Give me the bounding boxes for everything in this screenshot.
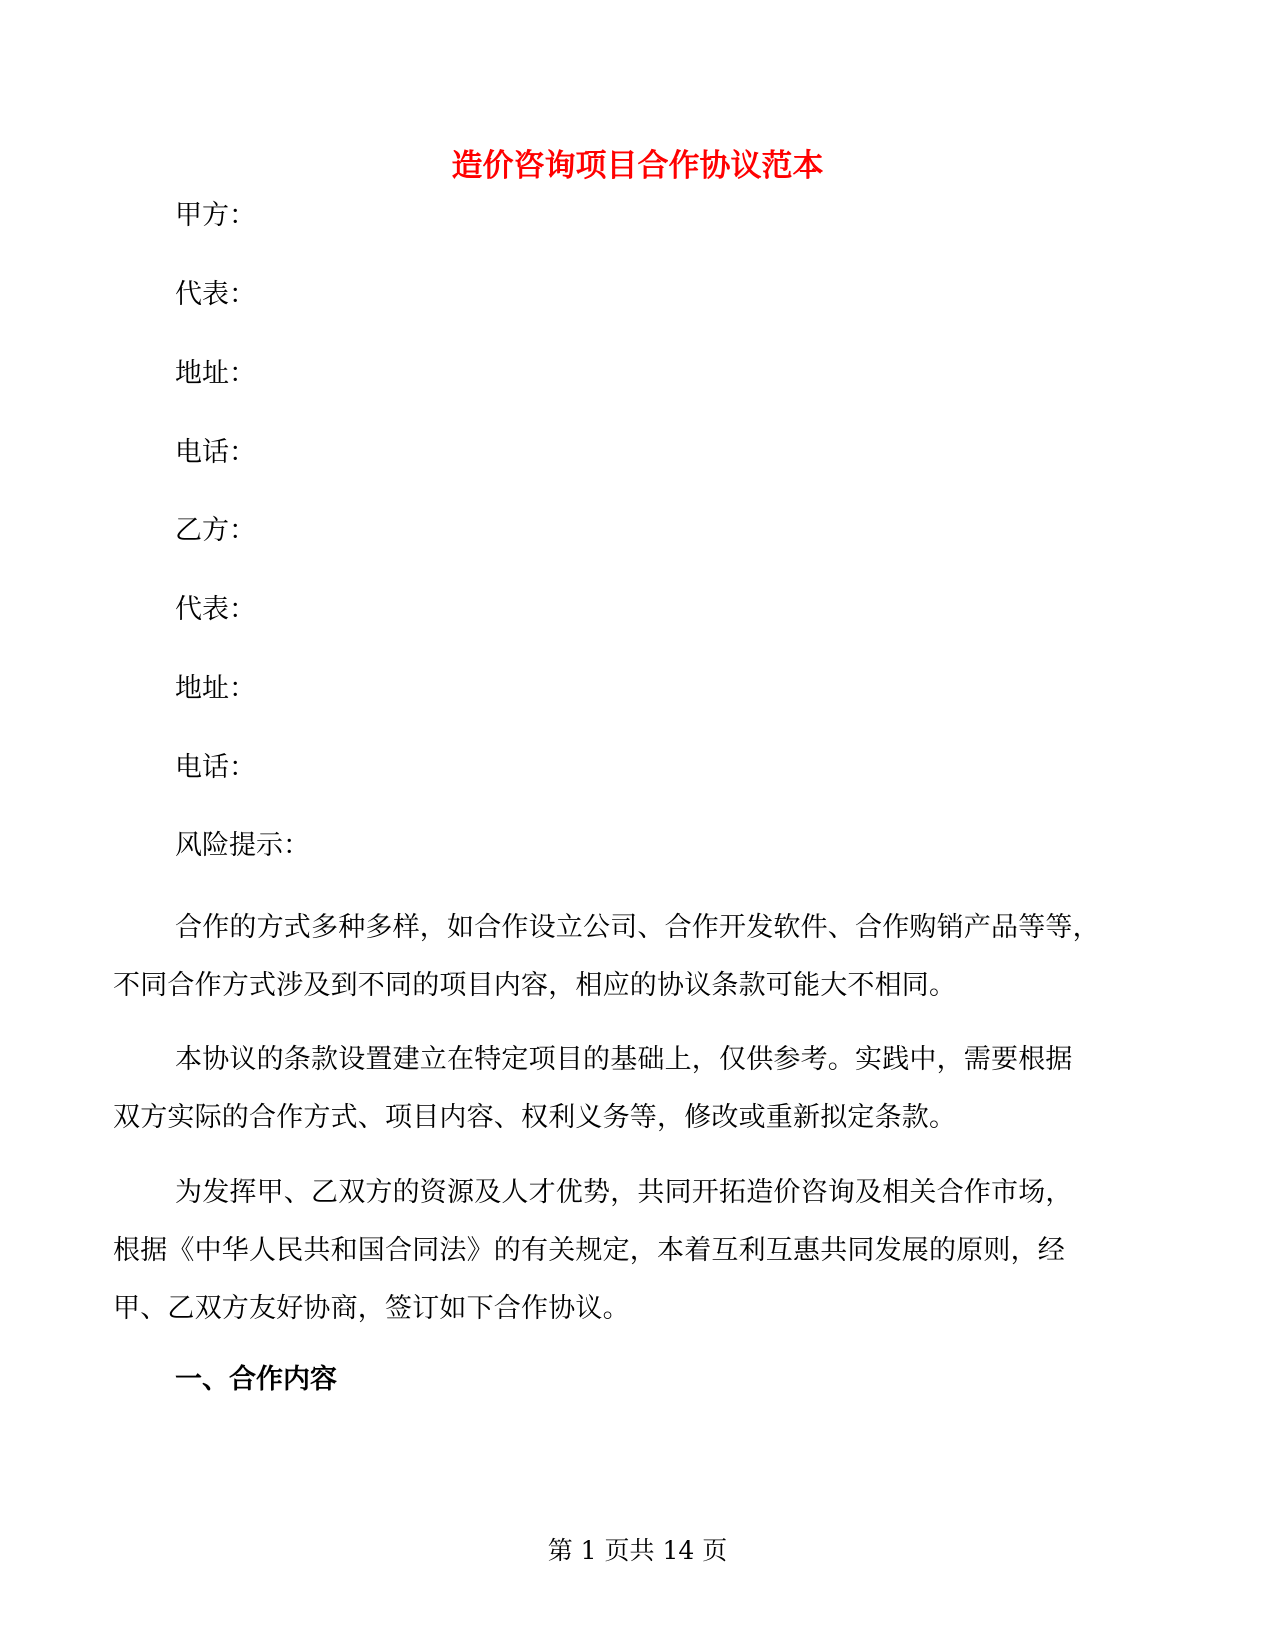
paragraph-agreement-preamble <box>113 1164 1163 1338</box>
paragraph-line: 根据《中华人民共和国合同法》的有关规定，本着互利互惠共同发展的原则，经 <box>113 1235 1065 1266</box>
party-b-address-label: 地址： <box>175 673 256 704</box>
paragraph-line: 合作的方式多种多样，如合作设立公司、合作开发软件、合作购销产品等等， <box>175 912 1100 943</box>
paragraph-line: 双方实际的合作方式、项目内容、权利义务等，修改或重新拟定条款。 <box>113 1102 957 1133</box>
page-number-footer: 第 1 页共 14 页 <box>547 1536 728 1565</box>
party-a-representative-label: 代表： <box>175 279 256 310</box>
party-a-address-label: 地址： <box>175 358 256 389</box>
paragraph-line: 本协议的条款设置建立在特定项目的基础上，仅供参考。实践中，需要根据 <box>175 1044 1073 1075</box>
paragraph-line: 甲、乙双方友好协商，签订如下合作协议。 <box>113 1293 630 1324</box>
paragraph-cooperation-methods <box>113 899 1163 1015</box>
section-heading-cooperation-content: 一、合作内容 <box>175 1364 337 1395</box>
party-a-label: 甲方： <box>175 200 256 231</box>
party-a-phone-label: 电话： <box>175 437 256 468</box>
risk-notice-label: 风险提示： <box>175 830 310 861</box>
party-b-label: 乙方： <box>175 515 256 546</box>
party-b-phone-label: 电话： <box>175 752 256 783</box>
paragraph-line: 为发挥甲、乙双方的资源及人才优势，共同开拓造价咨询及相关合作市场， <box>175 1177 1073 1208</box>
paragraph-line: 不同合作方式涉及到不同的项目内容，相应的协议条款可能大不相同。 <box>113 970 957 1001</box>
paragraph-reference-notice <box>113 1031 1163 1147</box>
party-b-representative-label: 代表： <box>175 594 256 625</box>
document-title: 造价咨询项目合作协议范本 <box>451 148 824 184</box>
